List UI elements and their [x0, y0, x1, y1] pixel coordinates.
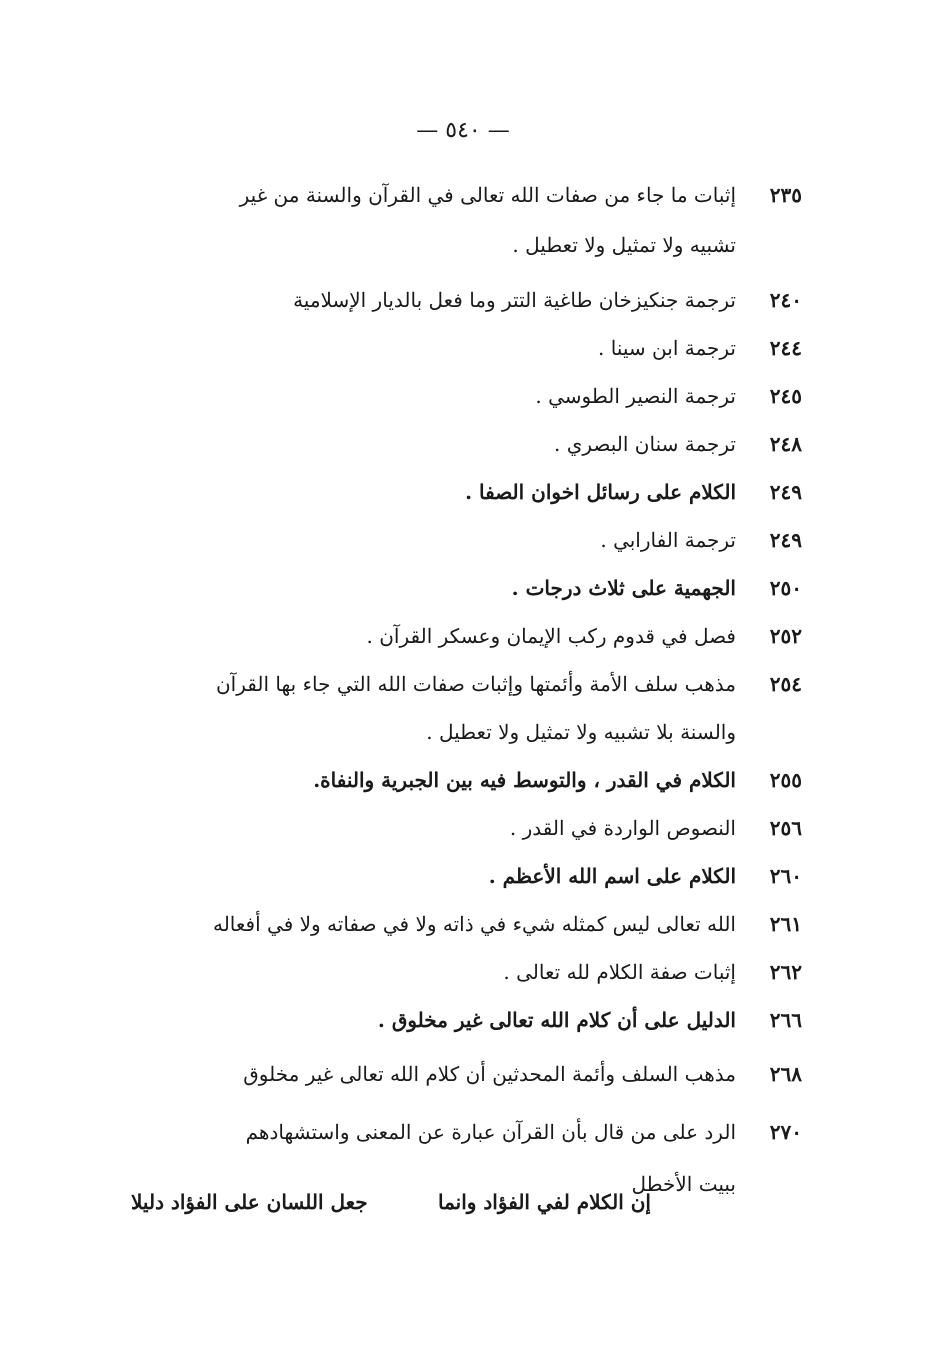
entry-page-number: ٢٦٢: [769, 960, 802, 984]
entry-page-number: ٢٤٩: [769, 528, 802, 552]
entry-page-number: ٢٤٥: [769, 384, 802, 408]
verse-first-hemistich: إن الكلام لفي الفؤاد وانما: [438, 1190, 651, 1214]
entry-title: فصل في قدوم ركب الإيمان وعسكر القرآن .: [366, 624, 736, 648]
entry-page-number: ٢٣٥: [769, 183, 802, 207]
entry-title: ترجمة سنان البصري .: [554, 432, 736, 456]
index-entry: [136, 804, 802, 852]
entry-title: مذهب السلف وأئمة المحدثين أن كلام الله تعالى غير مخلوق: [243, 1062, 736, 1086]
entry-title: النصوص الواردة في القدر .: [509, 816, 736, 840]
entry-title: الجهمية على ثلاث درجات .: [511, 576, 736, 600]
page-number: — ٥٤٠ —: [416, 118, 510, 143]
entry-title: إثبات صفة الكلام لله تعالى .: [503, 960, 736, 984]
index-entries: [136, 170, 802, 1210]
entry-title: ترجمة النصير الطوسي .: [535, 384, 736, 408]
entry-title: إثبات ما جاء من صفات الله تعالى في القرآن والسنة من غير: [239, 183, 736, 207]
entry-title: الله تعالى ليس كمثله شيء في ذاته ولا في صفاته ولا في أفعاله: [212, 912, 736, 936]
entry-page-number: ٢٦٠: [769, 864, 802, 888]
entry-title: الكلام على رسائل اخوان الصفا .: [465, 480, 736, 504]
entry-title: ترجمة الفارابي .: [600, 528, 736, 552]
entry-page-number: ٢٤٨: [769, 432, 802, 456]
index-entry: [136, 276, 802, 324]
entry-title: الرد على من قال بأن القرآن عبارة عن المعنى واستشهادهم: [245, 1120, 736, 1144]
entry-page-number: ٢٤٩: [769, 480, 802, 504]
index-entry: [136, 660, 802, 756]
entry-page-number: ٢٤٠: [769, 288, 802, 312]
index-entry: [136, 852, 802, 900]
entry-page-number: ٢٥٠: [769, 576, 802, 600]
entry-page-number: ٢٦٨: [769, 1062, 802, 1086]
entry-title: ترجمة جنكيزخان طاغية التتر وما فعل بالديار الإسلامية: [293, 288, 736, 312]
index-entry: [136, 1050, 802, 1098]
index-entry: [136, 948, 802, 996]
index-entry: [136, 756, 802, 804]
entry-title: الكلام في القدر ، والتوسط فيه بين الجبرية والنفاة.: [313, 768, 736, 792]
index-entry: [136, 900, 802, 948]
entry-page-number: ٢٦١: [769, 912, 802, 936]
index-entry: [136, 996, 802, 1044]
index-entry: [136, 468, 802, 516]
index-entry: [136, 516, 802, 564]
entry-page-number: ٢٧٠: [769, 1120, 802, 1144]
poem-verse: [131, 1190, 651, 1214]
entry-title-continuation: تشبيه ولا تمثيل ولا تعطيل .: [512, 233, 736, 257]
index-entry: [136, 420, 802, 468]
entry-title: الدليل على أن كلام الله تعالى غير مخلوق .: [377, 1008, 736, 1032]
verse-second-hemistich: جعل اللسان على الفؤاد دليلا: [131, 1190, 368, 1214]
entry-page-number: ٢٥٤: [769, 672, 802, 696]
entry-page-number: ٢٥٦: [769, 816, 802, 840]
index-entry: [136, 324, 802, 372]
entry-title-continuation: ببيت الأخطل: [631, 1172, 736, 1196]
entry-title: الكلام على اسم الله الأعظم .: [488, 864, 736, 888]
index-entry: [136, 612, 802, 660]
entry-title-continuation: والسنة بلا تشبيه ولا تمثيل ولا تعطيل .: [426, 720, 736, 744]
entry-title: ترجمة ابن سينا .: [598, 336, 736, 360]
entry-page-number: ٢٥٢: [769, 624, 802, 648]
entry-page-number: ٢٦٦: [769, 1008, 802, 1032]
entry-title: مذهب سلف الأمة وأئمتها وإثبات صفات الله التي جاء بها القرآن: [215, 672, 736, 696]
entry-page-number: ٢٥٥: [769, 768, 802, 792]
index-entry: [136, 372, 802, 420]
index-entry: [136, 564, 802, 612]
index-entry: [136, 170, 802, 270]
entry-page-number: ٢٤٤: [769, 336, 802, 360]
